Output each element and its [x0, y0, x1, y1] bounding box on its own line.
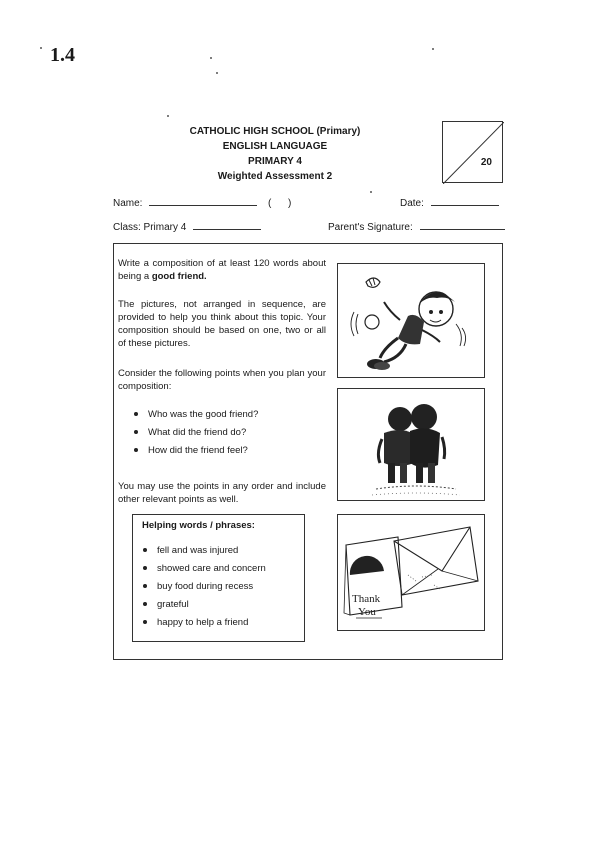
score-max: 20: [480, 157, 492, 168]
picture-thank-you-card: [337, 514, 485, 631]
composition-box: [113, 243, 503, 660]
boy-falling-illustration: [338, 264, 485, 378]
card-text-thank: Thank: [352, 593, 381, 605]
thank-you-card-illustration: [338, 515, 485, 631]
subject-name: ENGLISH LANGUAGE: [222, 141, 328, 152]
guiding-points-list: [132, 408, 322, 462]
guiding-point: What did the friend do?: [132, 426, 322, 444]
helping-words-title: Helping words / phrases:: [142, 520, 255, 531]
order-note: You may use the points in any order and include other relevant points as well.: [118, 481, 326, 505]
date-row: [400, 196, 499, 209]
score-box: [442, 121, 503, 183]
document-header: [170, 124, 380, 184]
helping-word: grateful: [141, 598, 301, 616]
speck: [40, 47, 42, 49]
speck: [370, 191, 372, 193]
speck: [167, 115, 169, 117]
name-row: [113, 196, 291, 209]
score-diagonal: [443, 122, 504, 184]
date-label: Date:: [400, 198, 424, 209]
name-field[interactable]: [149, 196, 257, 206]
parent-signature-field[interactable]: [420, 220, 505, 230]
task-prefix: Write a composition of at least 120 words about being a: [118, 258, 326, 282]
parent-signature-row: [328, 220, 505, 233]
speck: [216, 72, 218, 74]
name-label: Name:: [113, 198, 143, 209]
picture-two-friends: [337, 388, 485, 501]
level-name: PRIMARY 4: [248, 156, 302, 167]
parent-signature-label: Parent's Signature:: [328, 222, 413, 233]
helping-word: showed care and concern: [141, 562, 301, 580]
class-row: [113, 220, 261, 233]
speck: [432, 48, 434, 50]
two-friends-illustration: [338, 389, 485, 501]
picture-boy-falling: [337, 263, 485, 378]
class-label: Class: Primary 4: [113, 222, 187, 233]
helping-word: fell and was injured: [141, 544, 301, 562]
register-number-field[interactable]: ( ): [268, 198, 292, 209]
pictures-note: The pictures, not arranged in sequence, are provided to help you think about this topic. Your composition should be based on one, two or all of these pictures.: [118, 299, 326, 349]
task-instruction: [118, 257, 326, 283]
helping-word: happy to help a friend: [141, 616, 301, 634]
helping-word: buy food during recess: [141, 580, 301, 598]
task-topic: good friend.: [151, 271, 207, 282]
consider-text: Consider the following points when you plan your composition:: [118, 368, 326, 392]
card-text-you: You: [358, 606, 376, 618]
class-field[interactable]: [193, 220, 261, 230]
date-field[interactable]: [431, 196, 499, 206]
guiding-point: How did the friend feel?: [132, 444, 322, 462]
speck: [210, 57, 212, 59]
guiding-point: Who was the good friend?: [132, 408, 322, 426]
assessment-name: Weighted Assessment 2: [217, 171, 333, 182]
helping-words-box: [132, 514, 305, 642]
section-number: 1.4: [50, 44, 75, 66]
helping-words-list: [141, 544, 301, 634]
school-name: CATHOLIC HIGH SCHOOL (Primary): [189, 126, 361, 137]
